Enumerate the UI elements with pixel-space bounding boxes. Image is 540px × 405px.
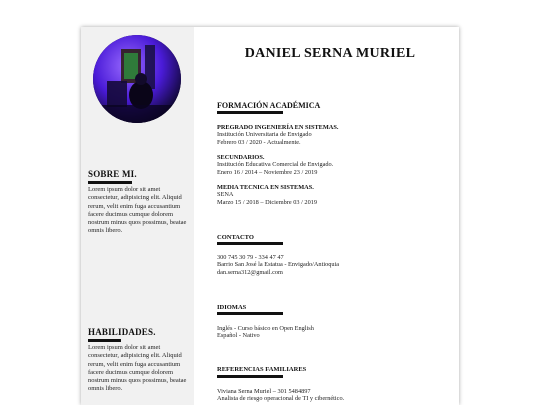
education-heading: FORMACIÓN ACADÉMICA — [217, 101, 321, 110]
contact-heading-underline — [217, 242, 283, 245]
contact-address: Barrio San José la Estatua - Envigado/Antioquia — [217, 261, 340, 269]
contact-details — [217, 254, 447, 276]
reference-role: Analista de riesgo operacional de TI y cibernético. — [217, 395, 345, 403]
languages-heading-underline — [217, 312, 283, 315]
skills-heading-underline — [88, 339, 121, 342]
languages-details — [217, 325, 447, 340]
profile-photo — [93, 35, 181, 123]
about-heading-underline — [88, 181, 132, 184]
about-heading: SOBRE MI. — [88, 169, 137, 179]
education-item-title: PREGRADO INGENIERÍA EN SISTEMAS. — [217, 124, 339, 131]
language-english: Inglés - Curso básico en Open English — [217, 325, 314, 332]
education-item-dates: Febrero 03 / 2020 - Actualmente. — [217, 138, 301, 146]
education-item-institution: SENA — [217, 191, 234, 199]
education-item — [217, 124, 447, 146]
sidebar — [81, 27, 194, 405]
references-heading: REFERENCIAS FAMILIARES — [217, 366, 307, 373]
contact-phones: 300 745 30 79 - 334 47 47 — [217, 254, 284, 261]
education-item — [217, 154, 447, 176]
education-item-title: MEDIA TECNICA EN SISTEMAS. — [217, 184, 314, 191]
skills-text: Lorem ipsum dolor sit amet consectetur, adipisicing elit. Aliquid rerum, velit enim fuga accusantium facere ducimus cumque dolorem nostrum minus quos possimus, beatae omnis libero. — [88, 344, 187, 393]
education-item — [217, 184, 447, 206]
reference-contact: Viviana Serna Muriel – 301 5484897 — [217, 388, 311, 395]
language-spanish: Español - Nativo — [217, 332, 260, 340]
resume-sheet — [81, 27, 459, 405]
skills-heading: HABILIDADES. — [88, 327, 156, 337]
full-name: DANIEL SERNA MURIEL — [244, 46, 416, 61]
about-text: Lorem ipsum dolor sit amet consectetur, adipisicing elit. Aliquid rerum, velit enim fuga accusantium facere ducimus cumque dolorem nostrum minus quos possimus, beatae omnis libero. — [88, 186, 187, 235]
profile-photo-image — [93, 35, 181, 123]
languages-heading: IDIOMAS — [217, 304, 247, 311]
education-heading-underline — [217, 111, 283, 114]
references-heading-underline — [217, 375, 283, 378]
education-item-institution: Institución Educativa Comercial de Envigado. — [217, 161, 334, 169]
education-item-dates: Enero 16 / 2014 – Noviembre 23 / 2019 — [217, 168, 318, 176]
references-details — [217, 388, 447, 403]
education-item-title: SECUNDARIOS. — [217, 154, 265, 161]
contact-email: dan.serna312@gmail.com — [217, 268, 283, 276]
education-item-dates: Marzo 15 / 2018 – Diciembre 03 / 2019 — [217, 198, 318, 206]
education-item-institution: Institución Universitaria de Envigado — [217, 131, 312, 139]
contact-heading: CONTACTO — [217, 234, 254, 241]
